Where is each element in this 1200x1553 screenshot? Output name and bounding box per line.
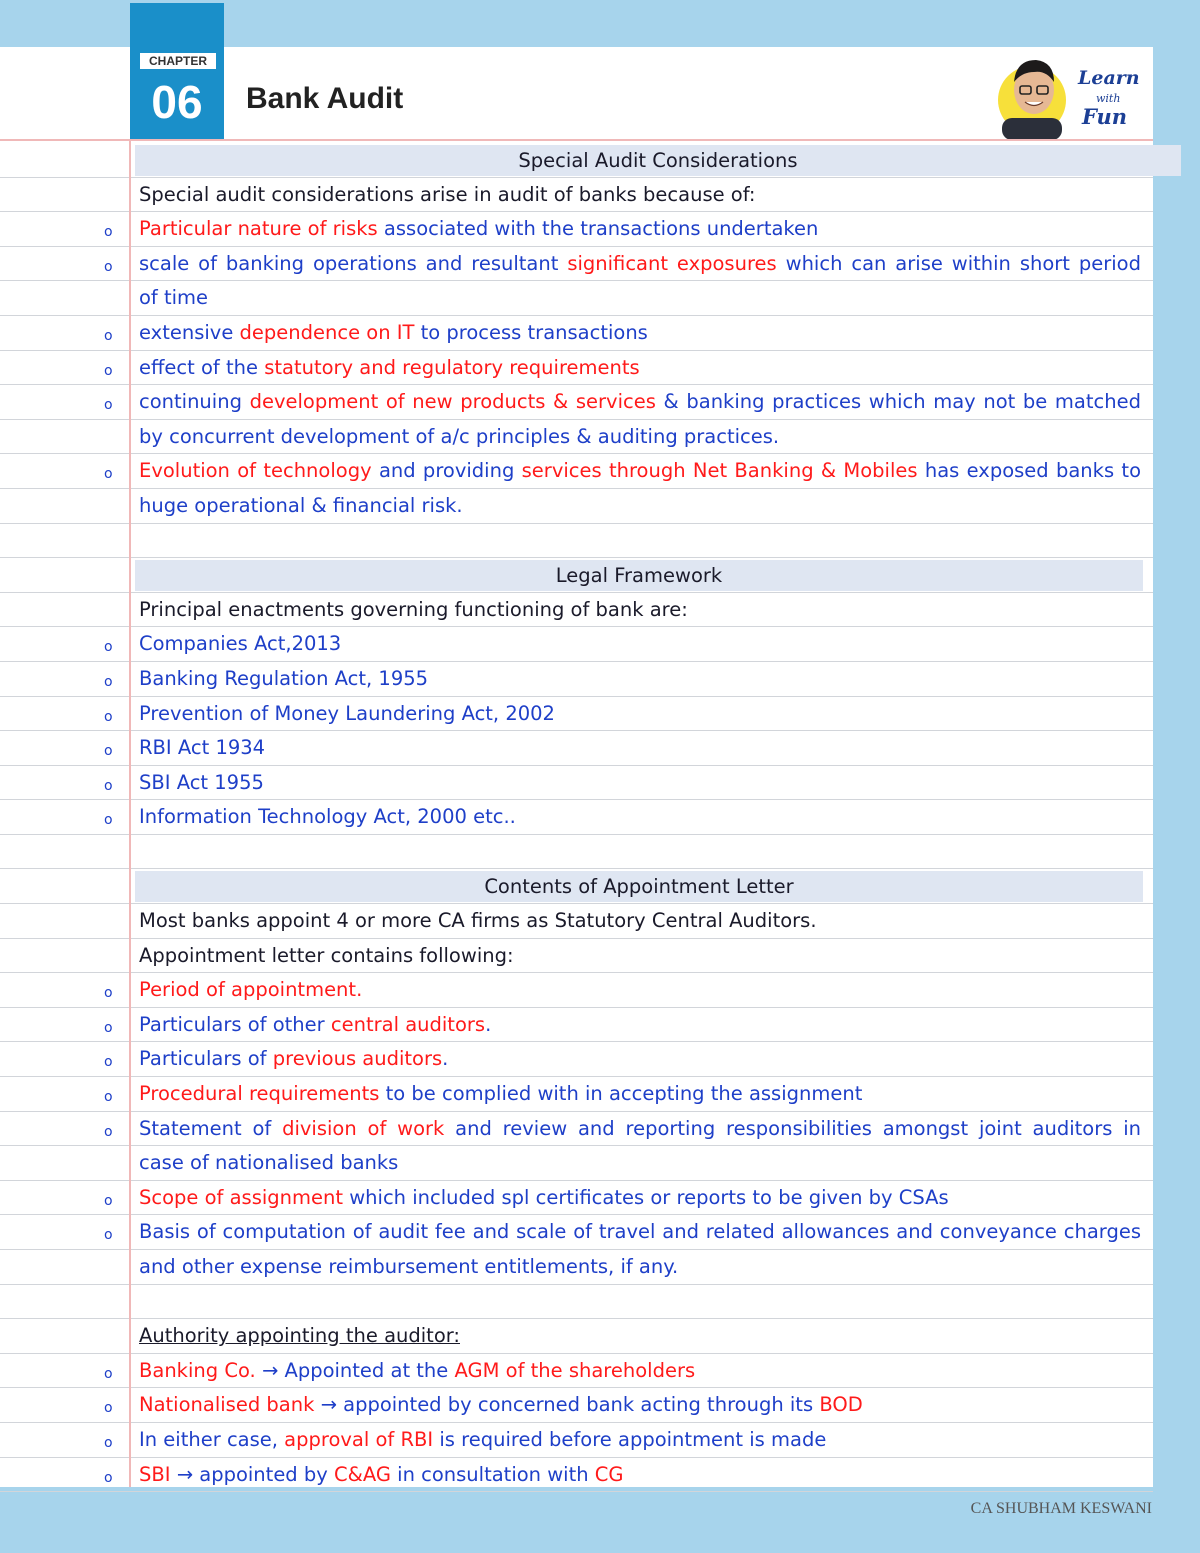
- text-row: [0, 489, 1153, 524]
- text-row: [0, 1008, 1153, 1043]
- text-segment: has exposed banks to: [924, 459, 1141, 483]
- text-segment: Appointment letter contains following:: [139, 943, 514, 967]
- text-segment: → appointed by: [176, 1462, 335, 1486]
- text-segment: and providing: [378, 459, 522, 483]
- text-segment: AGM: [454, 1358, 506, 1382]
- text-segment: Basis of computation of audit fee and scale of travel and related allowances and conveyance charges: [139, 1220, 1141, 1244]
- line-text: [139, 1250, 1141, 1283]
- text-row: [0, 731, 1153, 766]
- text-row: [0, 973, 1153, 1008]
- header-rule: [0, 139, 1153, 141]
- text-segment: Banking Co.: [139, 1358, 262, 1382]
- text-segment: of appointment.: [206, 978, 363, 1002]
- text-row: [0, 766, 1153, 801]
- bullet-text: [139, 385, 1141, 418]
- text-row: [0, 1215, 1153, 1250]
- logo-text-with: with: [1096, 92, 1121, 105]
- text-row: [0, 939, 1153, 974]
- text-segment: services through Net Banking & Mobiles: [521, 459, 925, 483]
- section-heading: Special Audit Considerations: [135, 145, 1181, 176]
- text-row: [0, 351, 1153, 386]
- text-segment: is required before appointment is made: [439, 1427, 827, 1451]
- text-segment: and other expense reimbursement entitlements, if any.: [139, 1255, 679, 1278]
- bullet-icon: o: [104, 1192, 113, 1209]
- section-heading: Legal Framework: [135, 560, 1143, 591]
- bullet-text: [139, 627, 1141, 660]
- text-segment: huge operational & financial risk.: [139, 493, 463, 517]
- margin-line: [129, 141, 131, 1487]
- text-row: [0, 1146, 1153, 1181]
- bullet-icon: o: [104, 258, 113, 275]
- text-segment: CG: [594, 1462, 624, 1486]
- text-segment: Particulars of other: [139, 1012, 331, 1036]
- line-text: [139, 593, 1141, 626]
- bullet-icon: o: [104, 1434, 113, 1451]
- bullet-text: [139, 731, 1141, 764]
- text-row: [0, 593, 1153, 628]
- logo-text-learn: Learn: [1078, 67, 1140, 89]
- text-segment: continuing: [139, 390, 250, 414]
- text-row: [0, 281, 1153, 316]
- text-segment: scale of banking operations and resultant: [139, 251, 568, 275]
- bullet-text: [139, 351, 1141, 384]
- bullet-icon: o: [104, 1123, 113, 1140]
- footer-author: CA SHUBHAM KESWANI: [970, 1500, 1152, 1517]
- text-segment: Period: [139, 978, 207, 1002]
- line-text: [139, 178, 1141, 211]
- bullet-text: [139, 454, 1141, 487]
- text-segment: development of new products & services: [249, 390, 664, 414]
- learn-with-fun-logo: [994, 50, 1144, 140]
- text-segment: Scope of assignment: [139, 1185, 350, 1209]
- text-row: [0, 1388, 1153, 1423]
- text-segment: to be complied with in accepting the assignment: [385, 1082, 863, 1106]
- text-segment: Most banks appoint 4 or more CA firms as Statutory Central Auditors.: [139, 909, 817, 933]
- text-segment: Information Technology Act, 2000 etc..: [139, 805, 516, 829]
- text-segment: approval of RBI: [284, 1427, 440, 1451]
- text-row: [0, 835, 1153, 870]
- text-row: [0, 1042, 1153, 1077]
- text-row: [0, 420, 1153, 455]
- bullet-text: [139, 662, 1141, 695]
- text-row: [0, 212, 1153, 247]
- section-heading-row: [0, 869, 1153, 904]
- text-segment: in consultation with: [397, 1462, 595, 1486]
- text-row: [0, 1423, 1153, 1458]
- line-text: [139, 281, 1141, 314]
- bullet-text: [139, 973, 1141, 1006]
- bullet-icon: o: [104, 466, 113, 483]
- text-segment: Special audit considerations arise in audit of banks because of:: [139, 182, 756, 206]
- text-segment: → Appointed at the: [261, 1358, 455, 1382]
- text-row: [0, 316, 1153, 351]
- text-segment: which included spl certificates or reports to be given by CSAs: [349, 1185, 949, 1209]
- text-segment: of the shareholders: [505, 1358, 696, 1382]
- bullet-text: [139, 1215, 1141, 1248]
- text-row: [0, 697, 1153, 732]
- bullet-icon: o: [104, 224, 113, 241]
- bullet-icon: o: [104, 327, 113, 344]
- text-segment: of time: [139, 286, 209, 310]
- section-heading: Contents of Appointment Letter: [135, 871, 1143, 902]
- bullet-icon: o: [104, 639, 113, 656]
- text-segment: and review and reporting responsibilities amongst joint auditors in: [455, 1116, 1141, 1140]
- bullet-icon: o: [104, 743, 113, 760]
- line-text: [139, 904, 1141, 937]
- text-segment: Prevention of Money Laundering Act, 2002: [139, 701, 555, 725]
- text-segment: division of work: [282, 1116, 456, 1140]
- bullet-text: [139, 1423, 1141, 1456]
- text-row: [0, 627, 1153, 662]
- text-segment: BOD: [819, 1393, 863, 1417]
- text-row: [0, 1077, 1153, 1112]
- text-segment: SBI Act 1955: [139, 770, 264, 794]
- text-segment: Principal enactments governing functioning of bank are:: [139, 597, 688, 621]
- bullet-text: [139, 766, 1141, 799]
- text-segment: .: [442, 1047, 449, 1071]
- bullet-icon: o: [104, 1089, 113, 1106]
- bullet-icon: o: [104, 985, 113, 1002]
- text-segment: extensive: [139, 320, 240, 344]
- bullet-text: [139, 1181, 1141, 1214]
- text-row: [0, 524, 1153, 559]
- text-segment: Particular nature of risks: [139, 217, 384, 241]
- bullet-icon: o: [104, 1019, 113, 1036]
- line-text: [139, 1146, 1141, 1179]
- text-segment: C&AG: [334, 1462, 398, 1486]
- text-segment: central auditors: [330, 1012, 486, 1036]
- bullet-icon: o: [104, 812, 113, 829]
- bullet-icon: o: [104, 1054, 113, 1071]
- text-segment: Statement of: [139, 1116, 283, 1140]
- bullet-icon: o: [104, 397, 113, 414]
- text-row: [0, 904, 1153, 939]
- text-segment: & banking practices which may not be matched: [663, 390, 1141, 414]
- bullet-text: [139, 247, 1141, 280]
- page-title: Bank Audit: [246, 82, 404, 115]
- line-text: [139, 939, 1141, 972]
- text-row: [0, 1181, 1153, 1216]
- bullet-icon: o: [104, 362, 113, 379]
- text-segment: previous auditors: [272, 1047, 443, 1071]
- text-segment: by concurrent development of a/c principles & auditing practices.: [139, 424, 780, 448]
- bullet-icon: o: [104, 673, 113, 690]
- text-segment: RBI Act 1934: [139, 736, 266, 760]
- text-row: [0, 385, 1153, 420]
- text-segment: dependence on IT: [239, 320, 421, 344]
- text-row: [0, 1112, 1153, 1147]
- bullet-icon: o: [104, 1400, 113, 1417]
- text-segment: effect of the: [139, 355, 265, 379]
- logo-text-fun: Fun: [1082, 104, 1128, 129]
- section-heading-row: [0, 558, 1153, 593]
- text-segment: case of nationalised banks: [139, 1151, 399, 1175]
- text-segment: Companies Act,2013: [139, 632, 342, 656]
- bullet-text: [139, 212, 1141, 245]
- bullet-text: [139, 1077, 1141, 1110]
- text-row: [0, 178, 1153, 213]
- notebook-lines: [0, 143, 1153, 1492]
- bullet-text: [139, 1354, 1141, 1387]
- text-segment: → appointed by concerned bank acting through its: [320, 1393, 820, 1417]
- line-text: [139, 420, 1141, 453]
- bullet-text: [139, 800, 1141, 833]
- text-segment: Authority appointing the auditor:: [139, 1324, 460, 1348]
- text-row: [0, 800, 1153, 835]
- text-segment: Evolution of technology: [139, 459, 379, 483]
- bullet-icon: o: [104, 1227, 113, 1244]
- chapter-number: 06: [151, 76, 203, 128]
- text-segment: Nationalised bank: [139, 1393, 321, 1417]
- text-segment: to process transactions: [420, 320, 648, 344]
- text-segment: Particulars of: [139, 1047, 273, 1071]
- text-row: [0, 247, 1153, 282]
- bullet-icon: o: [104, 777, 113, 794]
- bullet-text: [139, 1458, 1141, 1491]
- line-text: [139, 489, 1141, 522]
- text-row: [0, 1250, 1153, 1285]
- line-text: [139, 1319, 1141, 1352]
- chapter-label: CHAPTER: [140, 53, 216, 69]
- text-row: [0, 1319, 1153, 1354]
- text-segment: .: [485, 1012, 492, 1036]
- section-heading-row: [0, 143, 1153, 178]
- bullet-text: [139, 1388, 1141, 1421]
- bullet-text: [139, 316, 1141, 349]
- text-segment: In either case,: [139, 1427, 285, 1451]
- bullet-text: [139, 1042, 1141, 1075]
- text-segment: Banking Regulation Act, 1955: [139, 666, 429, 690]
- bullet-text: [139, 1008, 1141, 1041]
- text-row: [0, 1354, 1153, 1389]
- bullet-text: [139, 1112, 1141, 1145]
- text-segment: statutory and regulatory requirements: [264, 355, 640, 379]
- text-segment: which can arise within short period: [785, 251, 1141, 275]
- text-row: [0, 662, 1153, 697]
- bullet-icon: o: [104, 708, 113, 725]
- bullet-text: [139, 697, 1141, 730]
- bullet-icon: o: [104, 1469, 113, 1486]
- bullet-icon: o: [104, 1365, 113, 1382]
- text-row: [0, 454, 1153, 489]
- text-row: [0, 1458, 1153, 1493]
- text-segment: significant exposures: [567, 251, 786, 275]
- text-segment: associated with the transactions undertaken: [383, 217, 819, 241]
- text-row: [0, 1285, 1153, 1320]
- text-segment: SBI: [139, 1462, 177, 1486]
- text-segment: Procedural requirements: [139, 1082, 386, 1106]
